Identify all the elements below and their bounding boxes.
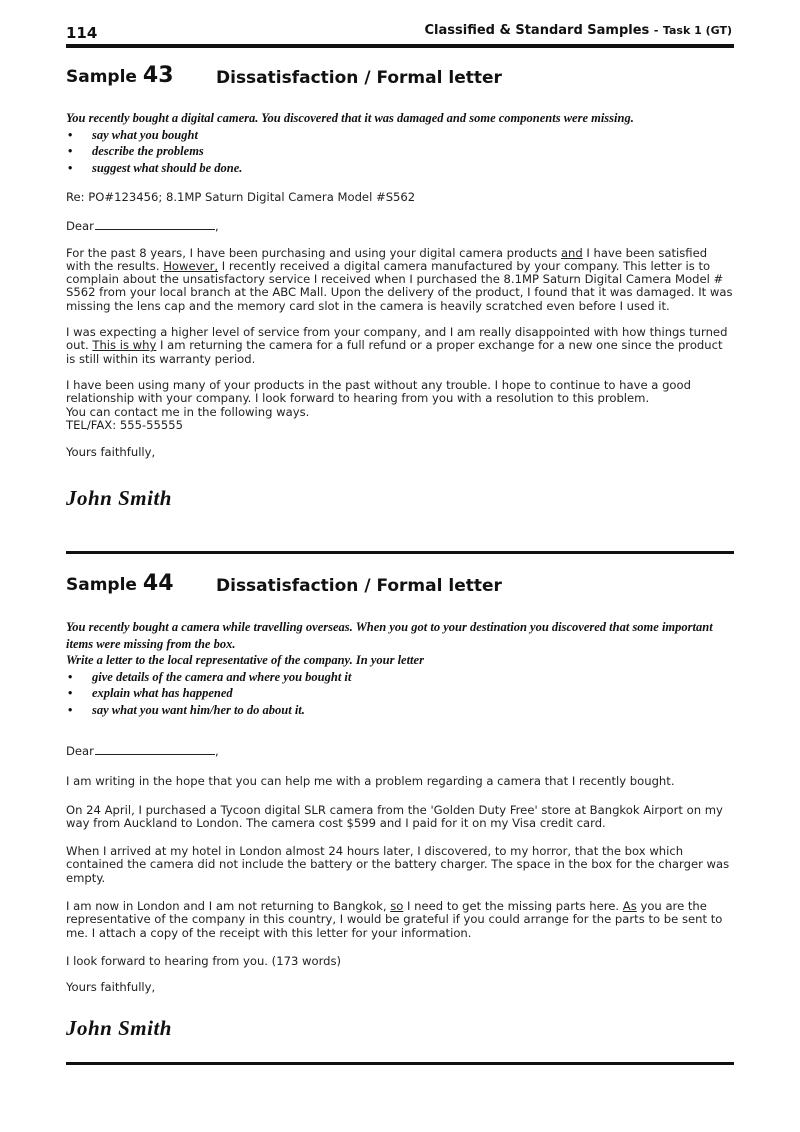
task-bullets [66, 127, 734, 177]
task-bullet: • say what you want him/her to do about it. [66, 702, 734, 719]
running-title [425, 23, 733, 38]
sample-43-task [66, 110, 734, 176]
sample-number: 44 [142, 571, 174, 596]
salutation-text: Dear [66, 744, 94, 758]
letter-paragraph: I look forward to hearing from you. (173 words) [66, 953, 342, 968]
signature: John Smith [66, 486, 172, 510]
task-bullets [66, 669, 734, 719]
name-blank [95, 219, 215, 230]
letter-paragraph: I am writing in the hope that you can help me with a problem regarding a camera that I recently bought. [66, 774, 675, 789]
task-bullet: • explain what has happened [66, 685, 734, 702]
letter-paragraph [66, 900, 734, 940]
paragraph-text: For the past 8 years, I have been purchasing and using your digital camera products [66, 245, 561, 260]
sample-43-heading [66, 63, 502, 88]
paragraph-text: I am returning the camera for a full refund or a proper exchange for a new one since the product is still within its warranty period. [66, 338, 723, 366]
letter-paragraph [66, 247, 734, 313]
sample-44-letter [66, 744, 734, 1008]
paragraph-text: I recently received a digital camera manufactured by your company. This letter is to complain about the unsatisfactory service I received when I purchased the 8.1MP Saturn Digital Camera Model # S562 from your local branch at the ABC Mall. Upon the delivery of the product, I found that it was damaged. It was missing the lens cap and the memory card slot in the camera is heavily scratched even before I used it. [66, 258, 733, 313]
task-bullet: • say what you bought [66, 127, 734, 144]
page-number: 114 [66, 24, 98, 42]
task-instruction: Write a letter to the local representative of the company. In your letter [66, 653, 424, 667]
salutation: Dear , [66, 744, 219, 758]
task-prompt: You recently bought a camera while travelling overseas. When you got to your destination you discovered that some important items were missing from the box. [66, 620, 713, 651]
section-divider [66, 551, 734, 554]
paragraph-text: I was expecting a higher level of service from your company, and I am really disappointed with how things turned out. [66, 325, 728, 353]
closing: Yours faithfully, [66, 980, 156, 995]
name-blank [95, 744, 215, 755]
sample-44-heading [66, 571, 502, 596]
sample-43-letter [66, 191, 734, 472]
task-prompt: You recently bought a digital camera. You discovered that it was damaged and some components were missing. [66, 111, 634, 125]
sample-topic: Dissatisfaction / Formal letter [216, 68, 502, 88]
section-divider [66, 1062, 734, 1065]
sample-label: Sample [66, 575, 137, 595]
sample-number: 43 [142, 63, 174, 88]
underlined-word: As [622, 899, 637, 914]
sample-44-task [66, 619, 734, 718]
underlined-phrase: This is why [92, 338, 157, 353]
letter-paragraph: When I arrived at my hotel in London almost 24 hours later, I discovered, to my horror, that the box which contained the camera did not include the battery or the battery charger. The space in the box for the charger was empty. [66, 844, 730, 885]
letter-paragraph [66, 326, 734, 366]
salutation: Dear , [66, 219, 219, 234]
contact-line: You can contact me in the following ways. [66, 404, 310, 419]
underlined-word: and [560, 245, 583, 260]
task-bullet: • give details of the camera and where you bought it [66, 669, 734, 686]
salutation-text: Dear [66, 219, 94, 234]
header-rule [66, 44, 734, 48]
task-bullet: • describe the problems [66, 143, 734, 160]
reference-line: Re: PO#123456; 8.1MP Saturn Digital Camera Model #S562 [66, 190, 416, 204]
running-title-main: Classified & Standard Samples [424, 23, 650, 38]
letter-paragraph: I have been using many of your products in the past without any trouble. I hope to continue to have a good relationship with your company. I look forward to hearing from you with a resolution to this problem. [66, 377, 691, 406]
underlined-word: However, [163, 258, 219, 273]
page-header [66, 22, 734, 44]
sample-label: Sample [66, 67, 137, 87]
contact-phone: TEL/FAX: 555-55555 [66, 417, 184, 432]
letter-paragraph: On 24 April, I purchased a Tycoon digital SLR camera from the 'Golden Duty Free' store at Bangkok Airport on my way from Auckland to London. The camera cost $599 and I paid for it on my Visa credit card. [66, 802, 723, 830]
sample-topic: Dissatisfaction / Formal letter [216, 576, 502, 596]
running-title-sep: - [653, 24, 659, 37]
paragraph-text: I am now in London and I am not returning to Bangkok, [66, 899, 391, 914]
underlined-word: so [390, 899, 404, 914]
running-title-sub: Task 1 (GT) [662, 24, 732, 37]
signature: John Smith [66, 1016, 172, 1040]
paragraph-text: I have been satisfied with the results. [66, 245, 708, 273]
task-bullet: • suggest what should be done. [66, 160, 734, 177]
closing: Yours faithfully, [66, 445, 156, 460]
paragraph-text: you are the representative of the company in this country, I would be grateful if you could arrange for the parts to be sent to me. I attach a copy of the receipt with this letter for your information. [66, 899, 723, 940]
paragraph-text: I need to get the missing parts here. [403, 899, 623, 914]
